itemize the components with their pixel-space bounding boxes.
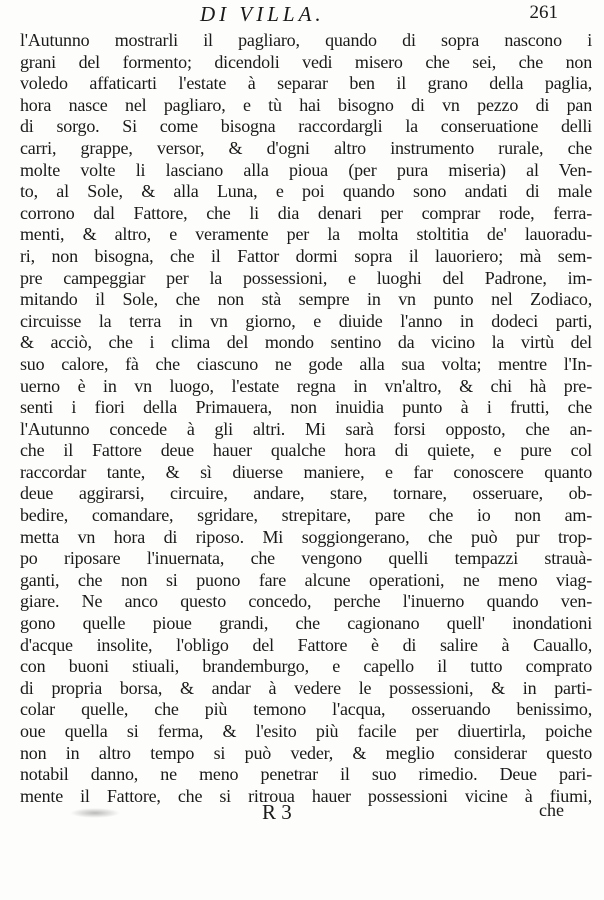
text-line: grani del formento; dicendoli vedi misero che sei, che non (20, 51, 592, 72)
catchword: che (539, 800, 564, 820)
text-line: ri, non bisogna, che il Fattor dormi sopra il lauoriero; mà sem- (20, 245, 592, 266)
text-line: l'Autunno mostrarli il pagliaro, quando di sopra nascono i (20, 30, 592, 50)
text-line: po riposare l'inuernata, che vengono quelli tempazzi strauà- (20, 548, 592, 569)
text-line: carri, grappe, versor, & d'ogni altro instrumento rurale, che (20, 137, 592, 158)
text-line: d'acque insolite, l'obligo del Fattore è di salire à Cauallo, (20, 634, 592, 655)
running-head (0, 0, 604, 30)
running-title: DI VILLA. (200, 2, 325, 26)
text-line: non in altro tempo si può veder, & meglio considerar questo (20, 742, 592, 763)
text-line: notabil danno, ne meno penetrar il suo rimedio. Deue pari- (20, 764, 592, 785)
text-line: corrono dal Fattore, che li dia denari per comprar rode, ferra- (20, 202, 592, 223)
text-line: ganti, che non si puono fare alcune operationi, ne meno viag- (20, 569, 592, 590)
text-line: mente il Fattore, che si ritroua hauer possessioni vicine à fiumi, (20, 785, 592, 806)
text-line: circuisse la terra in vn giorno, e diuide l'anno in dodeci parti, (20, 310, 592, 331)
text-line: colar quelle, che più temono l'acqua, osseruando benissimo, (20, 699, 592, 720)
text-line: hora nasce nel pagliaro, e tù hai bisogno di vn pezzo di pan (20, 94, 592, 115)
signature-mark: R 3 (262, 800, 292, 824)
page-number: 261 (529, 2, 558, 23)
text-line: mitando il Sole, che non stà sempre in vn punto nel Zodiaco, (20, 289, 592, 310)
text-line: raccordar tante, & sì diuerse maniere, e far conoscere quanto (20, 461, 592, 482)
text-line: che il Fattore deue hauer qualche hora di quiete, e pure col (20, 440, 592, 461)
text-line: metta vn hora di riposo. Mi soggiongerano, che può pur trop- (20, 526, 592, 547)
text-line: senti i fiori della Primauera, non inuidia punto à i frutti, che (20, 397, 592, 418)
text-line: bedire, comandare, sgridare, strepitare, pare che io non am- (20, 505, 592, 526)
text-line: deue aggirarsi, circuire, andare, stare, tornare, osseruare, ob- (20, 483, 592, 504)
page-footer (0, 800, 604, 830)
text-line: gono quelle pioue grandi, che cagionano quell' inondationi (20, 613, 592, 634)
text-line: con buoni stiuali, brandemburgo, e capello il tutto comprato (20, 656, 592, 677)
text-line: voledo affaticarti l'estate à separar ben il grano della paglia, (20, 73, 592, 94)
text-line: l'Autunno concede à gli altri. Mi sarà forsi opposto, che an- (20, 418, 592, 439)
text-line: giare. Ne anco questo concedo, perche l'inuerno quando ven- (20, 591, 592, 612)
text-line: di propria borsa, & andar à vedere le possessioni, & in parti- (20, 677, 592, 698)
text-line: suo calore, fà che ciascuno ne gode alla sua volta; mentre l'In- (20, 353, 592, 374)
text-line: pre campeggiar per la possessioni, e luoghi del Padrone, im- (20, 267, 592, 288)
text-line: di sorgo. Si come bisogna raccordargli la conseruatione delli (20, 116, 592, 137)
text-line: uerno è in vn luogo, l'estate regna in vn'altro, & chi hà pre- (20, 375, 592, 396)
body-text (20, 30, 592, 807)
text-line: to, al Sole, & alla Luna, e poi quando sono andati di male (20, 181, 592, 202)
text-line: & acciò, che i clima del mondo sentino da vicino la virtù del (20, 332, 592, 353)
text-line: oue quella si ferma, & l'esito più facile per diuertirla, poiche (20, 721, 592, 741)
text-line: molte volte li lasciano alla pioua (per pura miseria) al Ven- (20, 159, 592, 180)
text-line: menti, & altro, e veramente per la molta stoltitia de' lauoradu- (20, 224, 592, 245)
